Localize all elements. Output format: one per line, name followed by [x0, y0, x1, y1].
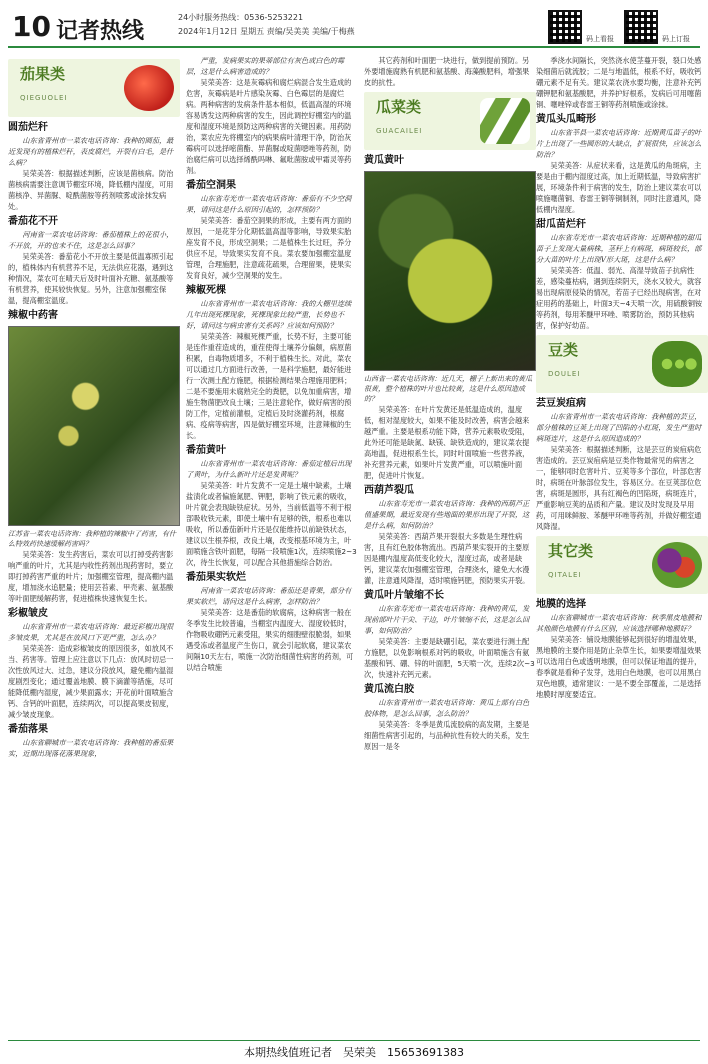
answer-text: 吴荣美答：冬季是黄瓜流胶病的高发期，主要是细菌性病害引起的，与品种抗性有较大的关系，发生原因一是冬 — [364, 720, 530, 751]
page-footer: 本期热线值班记者 吴荣美 15653691383 — [8, 1040, 700, 1060]
question-text: 山东省青州市一菜农电话咨询：我的大棚里连续几年出现死棵现象，死棵现象比较严重，长势也不好，请问这与病虫害有关系吗？应该如何预防？ — [186, 299, 352, 330]
question-text: 山东省青州市一菜农电话咨询：黄瓜上部有白色胶体物，是怎么回事，怎么防治？ — [364, 698, 530, 718]
question-text: 山东省青州市一菜农电话咨询：我种植的芸豆，部分植株的豆荚上出现了凹陷的小红斑，发生严重时病斑连片，这是什么原因造成的？ — [536, 412, 702, 443]
pepper-leaf-photo — [8, 326, 180, 526]
vegetables-icon — [652, 542, 702, 588]
question-text: 山东省寿光市一菜农电话咨询：我种的西葫芦正值盛果期，最近发现有些地面的果形出现了开裂，这是什么病，如何防治？ — [364, 499, 530, 530]
article-title: 番茄黄叶 — [186, 445, 226, 456]
cucumber-leaf-photo — [364, 171, 536, 371]
answer-text: 吴荣美答：西葫芦果开裂很大多数是生理性病害，且有红色胶体物流出。西葫芦果实裂开的主要原因是棚内温度高低变化较大，湿度过高，或者是缺钙，建议菜农加强棚室管理，合理浇水，避免大水漫灌，注意通风降湿，适时喷施钙肥，预防果实开裂。 — [364, 532, 530, 585]
answer-text: 吴荣美答：这是番茄的软腐病，这种病害一般在冬季发生比较普遍，当棚室内温度大、湿度较低时，作物吸收硼钙元素受阻，果实的细胞壁很脆弱，如果遇受冻或者温度产生伤口，就会引起软腐，建议菜农间隔10天左右，喷施一次防治细菌性病害的药剂，可以结合喷施 — [186, 608, 354, 672]
article-title: 黄瓜流白胶 — [364, 684, 414, 695]
section-banner — [536, 335, 708, 393]
article-title: 彩椒皱皮 — [8, 608, 48, 619]
article-title: 番茄落果 — [8, 724, 48, 735]
section-banner — [8, 59, 180, 117]
answer-text: 吴荣美答：番茄空洞果的形成，主要有两方面的原因，一是花芽分化期低温高温等影响，导致果实胎座发育不良，形成空洞果；二是植株生长过旺，养分供应不足，导致果实发育不良。菜农要加强棚室温度管理，合理施肥，注意疏花疏果，合理留果，使果实发育良好，减少空洞果的发生。 — [186, 216, 352, 280]
qr-code-icon[interactable] — [624, 10, 658, 44]
section-name: 其它类 — [548, 542, 594, 560]
page-number: 10 — [12, 10, 51, 43]
article-title: 番茄空洞果 — [186, 180, 236, 191]
photo-caption: 山西省一菜农电话咨询：近几天，棚子上新出来的黄瓜很黄，整个植株的叶片也比较黄，这是什么原因造成的？ — [364, 375, 532, 403]
article-title: 圆茄烂秆 — [8, 122, 48, 133]
answer-text: 吴荣美答：从症状来看，这是黄瓜的角斑病，主要是由于棚内湿度过高，加上近期低温，导致病害扩展，环境条件利于病害的发生，防治上建议菜农可以喷施噻菌铜、春雷王铜等铜制剂，同时注意通风，降低棚内湿度。 — [536, 161, 702, 214]
question-text: 山东省寿光市一菜农电话咨询：近期种植的甜瓜苗子上发现大量病株，茎秆上有病斑，病斑较长，部分大苗的叶片上出现V形大斑，这是什么病？ — [536, 233, 702, 264]
column-3 — [364, 55, 536, 1035]
column-4 — [536, 55, 708, 1035]
section-pinyin: QIEGUOLEI — [20, 94, 68, 102]
body-text: 季浇水间隔长，突然浇水使茎蔓开裂，裂口处感染细菌后就流胶；二是与地温低，根系不好，吸收钙硼元素不足有关。建议菜农浇水要均衡，注意补充钙硼钾肥和氨基酸肥，并养护好根系，发病后可用噻菌铜、噻唑锌或春雷王铜等药剂喷施或涂抹。 — [536, 56, 702, 109]
answer-text: 吴荣美答：造成彩椒皱皮的原因很多，如放风不当、药害等。管理上应注意以下几点：放风时切忌一次性放风过大、过急，建议分段放风，避免棚内温湿度剧烈变化；通过覆盖地膜、膜下滴灌等措施，尽可能降低棚内湿度，减少果面露水；开花前叶面喷施含钙、含钙的叶面肥，连续两次，可以提高果皮韧度，减少皱皮现象。 — [8, 644, 174, 719]
article-title: 黄瓜叶片皱缩不长 — [364, 590, 444, 601]
answer-text: 吴荣美答：铺设地膜能够起到很好的增温效果，黑地膜的主要作用是防止杂草生长，如果要增温效果可以选用白色或透明地膜，但可以保证地温的提升，春季就是看种子发芽，选用白色地膜，也可以用黑白双色地膜，通常建议：一是不要全部覆盖，二是选择地膜时厚度要适宜。 — [536, 635, 702, 699]
article-title: 番茄花不开 — [8, 216, 58, 227]
question-text: 山东省聊城市一菜农电话咨询：我种植的番茄果实，近期出现落花落果现象， — [8, 738, 174, 758]
question-text: 山东省聊城市一菜农电话咨询：秋季黑皮地膜和其他颜色地膜有什么区别，应该选择哪种地膜好？ — [536, 613, 702, 633]
answer-text: 吴荣美答：辣椒死棵严重，长势不好，主要可能是连作重茬造成的，重茬使得土壤养分偏颇，病原菌积累，自毒物质增多，不利于植株生长。对此，菜农可以通过几方面进行改善，一是科学施肥，最好能进行一次测土配方施肥，根据检测结果合理施用肥料；二是不要施用未腐熟完全的粪肥，以免加重病害，增施生物菌肥改良土壤；三是注意轮作，做好病害的预防工作，定植前灌根，定植后及时浇灌药剂，根腐病、疫病等病害，四是做好棚室环境，注意辣椒的生长。 — [186, 332, 352, 440]
qr-label: 码上看报 — [586, 35, 614, 43]
section-banner — [536, 536, 708, 594]
article-title: 番茄果实软烂 — [186, 572, 246, 583]
answer-text: 吴荣美答：叶片发黄不一定是土壤中缺素，土壤盐渍化或者偏施氮肥、钾肥，影响了铁元素的吸收，叶片就会表现缺铁症状。另外，当前低温等不利于根部吸收铁元素，即使土壤中有足够的铁，根系也难以吸收，所以番茄新叶片还是仅能维持以前缺铁状态，建议以生根养根，改良土壤，改变根基环境为主，叶面喷施含铁叶面肥，每隔一段喷施1次，连续喷施2~3次，待生长恢复，可以配合其他措施综合防治。 — [186, 481, 357, 567]
question-text: 河南省一菜农电话咨询：番茄植株上的花很小，不开放，开的也未不住，这是怎么回事？ — [8, 230, 174, 250]
column-1 — [8, 55, 180, 1035]
article-title: 辣椒中药害 — [8, 310, 58, 321]
page-title: 记者热线 — [56, 19, 145, 44]
question-text: 山东省寿光市一菜农电话咨询：番茄有不少空洞果，请问这是什么原因引起的，怎样预防？ — [186, 194, 352, 214]
answer-text: 吴荣美答：低温、弱光、高湿导致苗子抗病性差，感染蔓枯病，遇到连续阴天，浇水又较大，就容易出现病原侵染的情况，若苗子已经出现病害，在对症用药的基础上，叶面3天~4天喷一次，用硫酸铜铵等药剂，每用苯醚甲环唑、喷雾防治，预防其他病害，保护好幼苗。 — [536, 266, 703, 330]
cucumber-icon — [480, 98, 530, 144]
question-text: 山东省青州市一菜农电话咨询：我种的圆茄，最近发现有的植株烂秆，表皮腐烂，开裂有白毛，是什么病？ — [8, 136, 174, 167]
article-title: 地膜的选择 — [536, 599, 586, 610]
article-title: 西葫芦裂瓜 — [364, 485, 414, 496]
section-pinyin: DOULEI — [548, 370, 581, 378]
question-text: 山东省寿光市一菜农电话咨询：我种的黄瓜，发现前部叶片干尖、干边，叶片皱缩不长，这是怎么回事，如何防治？ — [364, 604, 530, 635]
answer-text: 吴荣美答：根据描述判断，应该是菌核病。防治菌核病需要注意调节棚室环境，降低棚内湿度，可用菌核净、异菌脲、啶酰菌胺等药剂喷雾或涂抹发病处。 — [8, 169, 174, 211]
section-pinyin: GUACAILEI — [376, 127, 423, 135]
answer-text: 吴荣美答：番茄花小不开放主要是低温寡照引起的，植株体内有机营养不足，无法供应花器，遇到这种情况，菜农可在晴天后及时叶面补充糖、氨基酸等有机营养，使其较快恢复。另外，注意加强棚室保温，提高棚室温度。 — [8, 252, 174, 305]
tomato-icon — [124, 65, 174, 111]
article-title: 芸豆炭疽病 — [536, 398, 586, 409]
section-name: 豆类 — [548, 341, 579, 359]
article-title: 甜瓜苗烂秆 — [536, 219, 586, 230]
question-text: 严重，发病果实的果蒂部位有灰色或白色的霉层，这是什么病害造成的？ — [186, 56, 345, 76]
column-2 — [186, 55, 358, 1035]
question-text: 河南省一菜农电话咨询：番茄还是青果，部分有果实软烂，请问这是什么病害，怎样防治？ — [186, 586, 352, 606]
question-text: 山东省青州市一菜农电话咨询：番茄定植后出现了黄叶，为什么新叶片还是发黄呢？ — [186, 459, 352, 479]
question-text: 山东省青州市一菜农电话咨询：最近彩椒出现很多皱皮果，尤其是在放风口下更严重，怎么办？ — [8, 622, 174, 642]
answer-text: 吴荣美答：主要是缺硼引起，菜农要进行测土配方施肥，以免影响根系对钙的吸收，叶面喷施含有氨基酸和钙、硼、锌的叶面肥，5天喷一次，连续2次~3次，快速补充钙元素。 — [364, 637, 535, 679]
article-title: 黄瓜黄叶 — [364, 155, 404, 166]
answer-text: 吴荣美答：根据描述判断，这是芸豆的炭疽病危害造成的。芸豆炭疽病是豆类作物最常见的病害之一，能够同时危害叶片、豆荚等多个部位，叶部危害时，病斑在叶脉部位发生，容易区分。在豆荚部位危害，病斑是圆形，具有红褐色的凹陷斑，病斑连片，严重影响豆荚的品质和产量。建议及时发现及早用药，可用咪鲜胺、苯醚甲环唑等药剂，并做好棚室通风降湿。 — [536, 445, 702, 531]
answer-text: 吴荣美答：这是灰霉病和腐烂病混合发生造成的危害，灰霉病是叶片感染灰霉、白色霉层的是腐烂病。两种病害的发病条件基本相似，低温高湿的环境容易诱发这两种病害的发生，因此调控好棚室内的温度和湿度环境是预防这两种病害的关键因素。用药防治，菜农应先将棚室内的病果病叶清理干净，防治灰霉病可以选择嘧菌酯、异菌脲或啶菌噁唑等药剂，防治腐烂病可以选择烯酰吗啉、氟吡菌胺或甲霜灵等药剂。 — [186, 78, 352, 175]
section-name: 瓜菜类 — [376, 98, 422, 116]
body-text: 其它药剂和叶面肥一块进行，做到提前预防。另外要增施腐熟有机肥和氨基酸、海藻酸肥料，增强果皮的抗性。 — [364, 56, 530, 87]
section-name: 茄果类 — [20, 65, 66, 83]
qr-code-icon[interactable] — [548, 10, 582, 44]
photo-caption: 江苏省一菜农电话咨询：我种植的辣椒中了药害，有什么特效药快速缓解药害吗？ — [8, 530, 176, 548]
date-editors: 2024年1月12日 星期五 责编/吴美美 美编/于梅燕 — [178, 27, 355, 36]
section-pinyin: QITALEI — [548, 571, 582, 579]
hotline-info: 24小时服务热线：0536-5253221 — [178, 13, 304, 22]
qr-label: 码上订报 — [662, 35, 690, 43]
answer-text: 吴荣美答：在叶片发黄还是低温造成的，温度低，相对湿度较大，如果不能及时改善，病害会越来越严重。主要是根系功能下降，营养元素吸收受阻，此外还可能是缺氮、缺镁、缺铁造成的，建议菜农提高地温，促进根系生长，同时叶面喷施一些营养液，补充营养元素，如果叶片发黄严重，可以喷施叶面肥，促进叶片恢复。 — [364, 405, 530, 480]
question-text: 山东省莘县一菜农电话咨询：近期黄瓜苗子的叶片上出现了一些圆形的大缺点，扩展很快，应该怎么防治？ — [536, 128, 702, 159]
section-banner — [364, 92, 536, 150]
page-header — [8, 8, 700, 48]
peas-icon — [652, 341, 702, 387]
answer-text: 吴荣美答：发生药害后，菜农可以打掉受药害影响严重的叶片，尤其是内收性药剂出现药害时，要立即打掉药害严重的叶片；加强棚室管理，提高棚内温度，增加浇水追肥量；使用芸苔素、甲壳素、氨基酸等叶面肥缓解药害，促进植株快速恢复生长。 — [8, 550, 174, 603]
article-title: 辣椒死棵 — [186, 285, 226, 296]
article-title: 黄瓜头瓜畸形 — [536, 114, 596, 125]
